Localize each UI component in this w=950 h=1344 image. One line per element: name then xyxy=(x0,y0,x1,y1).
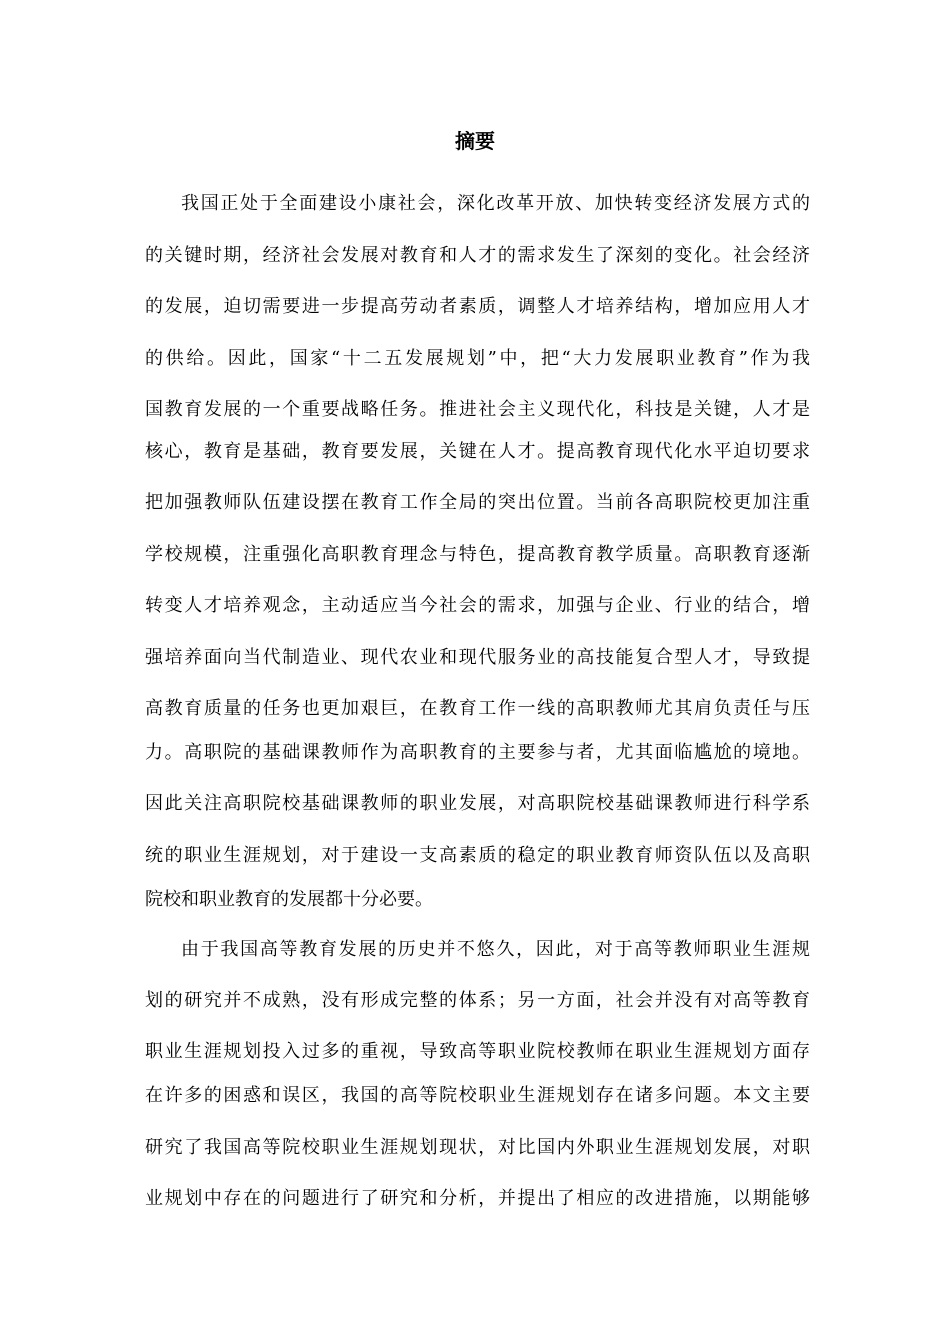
paragraph-1-line-6: 核心，教育是基础，教育要发展，关键在人才。提高教育现代化水平迫切要求 xyxy=(145,441,810,462)
paragraph-2-line-5: 研究了我国高等院校职业生涯规划现状，对比国内外职业生涯规划发展，对职 xyxy=(145,1137,810,1158)
paragraph-1-line-1: 我国正处于全面建设小康社会，深化改革开放、加快转变经济发展方式的 xyxy=(181,193,810,214)
paragraph-2-line-2: 划的研究并不成熟，没有形成完整的体系；另一方面，社会并没有对高等教育 xyxy=(145,990,810,1011)
paragraph-2-line-4: 在许多的困惑和误区，我国的高等院校职业生涯规划存在诸多问题。本文主要 xyxy=(145,1085,810,1106)
paragraph-2-line-6: 业规划中存在的问题进行了研究和分析，并提出了相应的改进措施，以期能够 xyxy=(145,1188,810,1209)
paragraph-1-line-11: 高教育质量的任务也更加艰巨，在教育工作一线的高职教师尤其肩负责任与压 xyxy=(145,698,810,719)
paragraph-1-line-2: 的关键时期，经济社会发展对教育和人才的需求发生了深刻的变化。社会经济 xyxy=(145,245,810,266)
paragraph-1-line-4: 的供给。因此，国家“十二五发展规划”中，把“大力发展职业教育”作为我 xyxy=(145,348,810,369)
paragraph-1-line-5: 国教育发展的一个重要战略任务。推进社会主义现代化，科技是关键，人才是 xyxy=(145,399,810,420)
paragraph-2-line-1: 由于我国高等教育发展的历史并不悠久，因此，对于高等教师职业生涯规 xyxy=(181,939,810,960)
paragraph-1-line-15: 院校和职业教育的发展都十分必要。 xyxy=(145,889,433,910)
paragraph-1-line-8: 学校规模，注重强化高职教育理念与特色，提高教育教学质量。高职教育逐渐 xyxy=(145,544,810,565)
paragraph-1-line-10: 强培养面向当代制造业、现代农业和现代服务业的高技能复合型人才，导致提 xyxy=(145,647,810,668)
paragraph-2-line-3: 职业生涯规划投入过多的重视，导致高等职业院校教师在职业生涯规划方面存 xyxy=(145,1041,810,1062)
paragraph-1-line-12: 力。高职院的基础课教师作为高职教育的主要参与者，尤其面临尴尬的境地。 xyxy=(145,742,810,763)
paragraph-1-line-7: 把加强教师队伍建设摆在教育工作全局的突出位置。当前各高职院校更加注重 xyxy=(145,492,810,513)
page-title: 摘要 xyxy=(455,129,495,153)
paragraph-1-line-13: 因此关注高职院校基础课教师的职业发展，对高职院校基础课教师进行科学系 xyxy=(145,793,810,814)
paragraph-1-line-14: 统的职业生涯规划，对于建设一支高素质的稳定的职业教育师资队伍以及高职 xyxy=(145,845,810,866)
paragraph-1-line-3: 的发展，迫切需要进一步提高劳动者素质，调整人才培养结构，增加应用人才 xyxy=(145,296,810,317)
paragraph-1-line-9: 转变人才培养观念，主动适应当今社会的需求，加强与企业、行业的结合，增 xyxy=(145,595,810,616)
